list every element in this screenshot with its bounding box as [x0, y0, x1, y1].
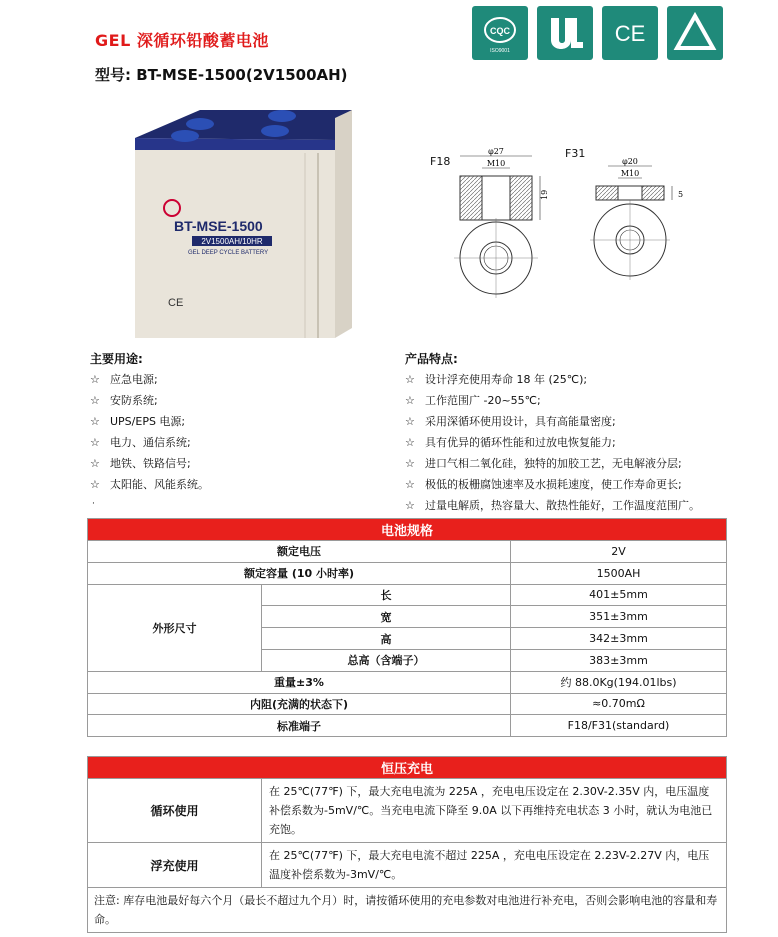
star-icon: ☆ [405, 373, 415, 386]
rated-capacity-label: 额定容量 (10 小时率) [88, 562, 511, 584]
battery-ce-mark: CE [168, 297, 184, 309]
weight-value: 约 88.0Kg(194.01lbs) [511, 671, 727, 693]
model-number: 型号: BT-MSE-1500(2V1500AH) [95, 66, 348, 84]
uses-heading: 主要用途: [90, 352, 143, 366]
features-section [405, 350, 700, 520]
f18-thread: M10 [486, 159, 506, 168]
charging-heading: 恒压充电 [88, 757, 727, 779]
battery-model-label: BT-MSE-1500 [174, 218, 263, 234]
table-row [88, 888, 727, 933]
f31-label: F31 [565, 147, 586, 160]
main-uses-section [90, 350, 209, 509]
svg-text:CQC: CQC [490, 26, 510, 36]
table-row [88, 584, 727, 606]
star-icon: ☆ [90, 478, 100, 491]
battery-rating-label: 2V1500AH/10HR [201, 237, 263, 246]
list-item: ☆ 太阳能、风能系统。 [90, 478, 209, 491]
features-heading: 产品特点: [405, 352, 458, 366]
list-item: ☆ 工作范围广 -20~55℃; [405, 394, 541, 407]
rated-voltage-label: 额定电压 [88, 541, 511, 563]
cqc-cert-icon [472, 6, 528, 60]
svg-text:ISO9001: ISO9001 [490, 48, 510, 54]
list-item: ☆ 应急电源; [90, 373, 158, 386]
list-item: ☆ 设计浮充使用寿命 18 年 (25℃); [405, 373, 588, 386]
star-icon: ☆ [405, 394, 415, 407]
star-icon: ☆ [405, 415, 415, 428]
f18-label: F18 [430, 155, 451, 168]
product-title: GEL 深循环铅酸蓄电池 [95, 31, 269, 50]
warning-triangle-icon [667, 6, 723, 60]
list-item: ☆ 过量电解质，热容量大、散热性能好，工作温度范围广。 [405, 499, 700, 512]
resistance-value: ≈0.70mΩ [511, 693, 727, 715]
width-value: 351±3mm [511, 606, 727, 628]
f18-height: 19 [540, 189, 549, 200]
star-icon: ☆ [90, 415, 100, 428]
list-item: ☆ 电力、通信系统; [90, 436, 191, 449]
table-row [88, 541, 727, 563]
spec-heading: 电池规格 [88, 519, 727, 541]
star-icon: ☆ [405, 436, 415, 449]
star-icon: ☆ [405, 457, 415, 470]
star-icon: ☆ [405, 478, 415, 491]
star-icon: ☆ [90, 394, 100, 407]
list-item: ☆ UPS/EPS 电源; [90, 415, 186, 428]
storage-note: 注意: 库存电池最好每六个月（最长不超过九个月）时，请按循环使用的充电参数对电池进行补充电，否则会影响电池的容量和寿命。 [88, 888, 727, 933]
terminal-value: F18/F31(standard) [511, 715, 727, 737]
weight-label: 重量±3% [88, 671, 511, 693]
total-height-label: 总高（含端子） [262, 649, 511, 671]
f31-terminal-drawing [590, 140, 690, 304]
star-icon: ☆ [90, 436, 100, 449]
f18-diameter: φ27 [488, 147, 504, 156]
rated-capacity-value: 1500AH [511, 562, 727, 584]
terminal-label: 标准端子 [88, 715, 511, 737]
ul-cert-icon [537, 6, 593, 60]
float-use-text: 在 25℃(77℉) 下，最大充电电流不超过 225A ，充电电压设定在 2.23V-2.27V 内，电压温度补偿系数为-3mV/℃。 [262, 843, 727, 888]
f31-height: 5 [678, 190, 684, 199]
star-icon: ☆ [405, 499, 415, 512]
svg-text:CE: CE [614, 21, 646, 46]
cycle-use-label: 循环使用 [88, 779, 262, 843]
star-icon: ☆ [90, 457, 100, 470]
total-height-value: 383±3mm [511, 649, 727, 671]
height-value: 342±3mm [511, 628, 727, 650]
star-icon: ☆ [90, 373, 100, 386]
battery-type-label: GEL DEEP CYCLE BATTERY [188, 250, 269, 256]
dot-icon: · [92, 499, 95, 509]
table-row [88, 779, 727, 843]
table-row [88, 671, 727, 693]
list-item: ☆ 地铁、铁路信号; [90, 457, 191, 470]
dimensions-label: 外形尺寸 [88, 584, 262, 671]
width-label: 宽 [262, 606, 511, 628]
table-row [88, 693, 727, 715]
f18-terminal-drawing [450, 140, 550, 304]
certification-badges [472, 6, 723, 60]
float-use-label: 浮充使用 [88, 843, 262, 888]
f31-thread: M10 [620, 169, 640, 178]
length-label: 长 [262, 584, 511, 606]
ce-cert-icon [602, 6, 658, 60]
charging-table [87, 756, 727, 933]
table-row [88, 843, 727, 888]
table-row [88, 562, 727, 584]
battery-image [130, 98, 370, 347]
list-item: ☆ 具有优异的循环性能和过放电恢复能力; [405, 436, 616, 449]
spec-table [87, 518, 727, 737]
list-item: ☆ 极低的板栅腐蚀速率及水损耗速度，使工作寿命更长; [405, 478, 682, 491]
table-row [88, 715, 727, 737]
list-item: ☆ 进口气相二氧化硅，独特的加胶工艺，无电解液分层; [405, 457, 682, 470]
rated-voltage-value: 2V [511, 541, 727, 563]
list-item: ☆ 采用深循环使用设计，具有高能量密度; [405, 415, 616, 428]
list-item: ☆ 安防系统; [90, 394, 158, 407]
f31-diameter: φ20 [622, 157, 638, 166]
resistance-label: 内阻(充满的状态下) [88, 693, 511, 715]
length-value: 401±5mm [511, 584, 727, 606]
cycle-use-text: 在 25℃(77℉) 下，最大充电电流为 225A ，充电电压设定在 2.30V-2.35V 内，电压温度补偿系数为-5mV/℃。当充电电流下降至 9.0A 以下再维持充电状态 3 小时，就认为电池已充饱。 [262, 779, 727, 843]
height-label: 高 [262, 628, 511, 650]
